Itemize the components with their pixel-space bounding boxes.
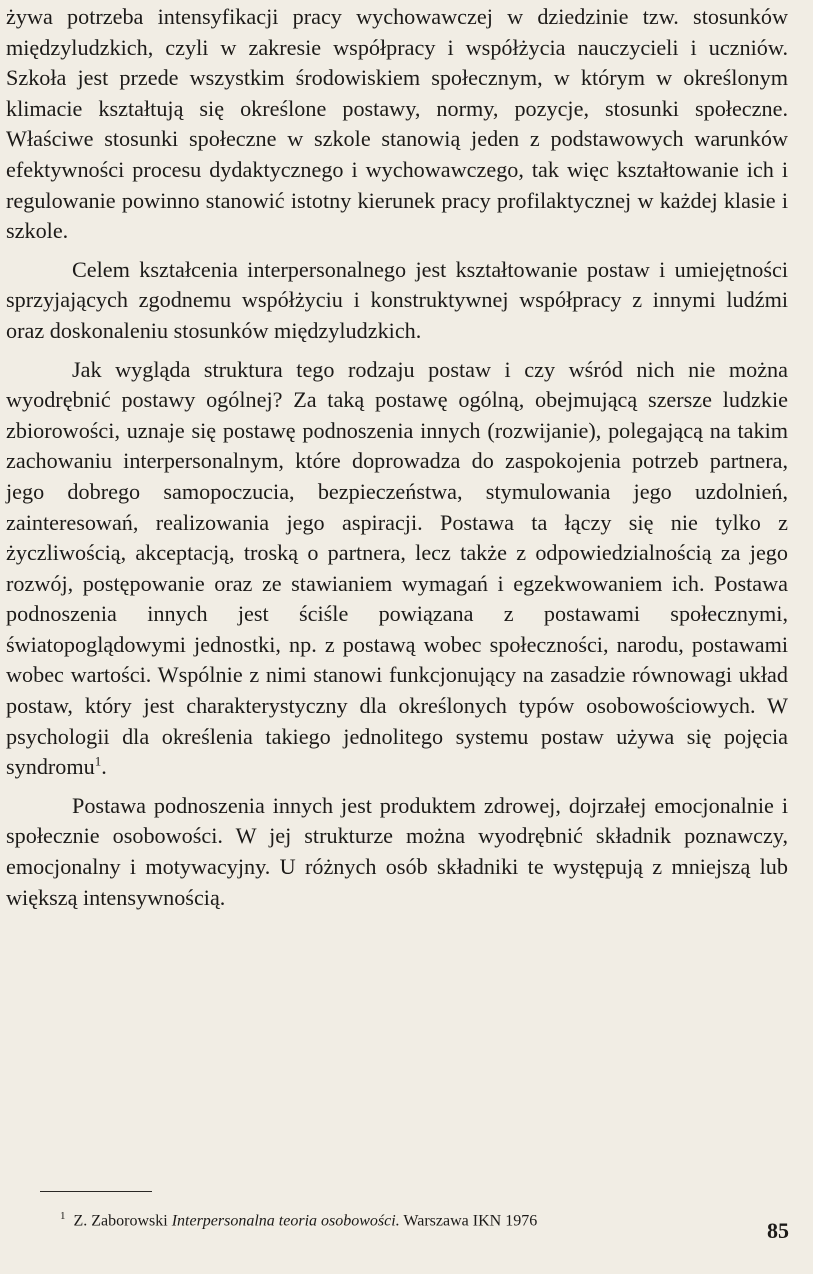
paragraph-3 [6,355,788,783]
paragraph-4: Postawa podnoszenia innych jest produktem zdrowej, dojrzałej emocjonalnie i społecznie osobowości. W jej strukturze można wyodrębnić składnik poznawczy, emocjonalny i motywacyjny. U różnych osób składniki te występują z mniejszą lub większą intensywnością. [6,792,788,910]
paragraph-1: żywa potrzeba intensyfikacji pracy wychowawczej w dziedzinie tzw. stosunków międzyludzkich, czyli w zakresie współpracy i współżycia nauczycieli i uczniów. Szkoła jest przede wszystkim środowiskiem społecznym, w którym w określonym klimacie kształtują się określone postawy, normy, pozycje, stosunki społeczne. Właściwe stosunki społeczne w szkole stanowią jeden z podstawowych warunków efektywności procesu dydaktycznego i wychowawczego, tak więc kształtowanie ich i regulowanie powinno stanowić istotny kierunek pracy profilaktycznej w każdej klasie i szkole. [6,4,788,244]
body-text [6,2,788,921]
footnote-publisher: Warszawa IKN 1976 [403,1212,538,1230]
footnote [60,1206,795,1231]
footnote-marker: 1 [60,1210,66,1222]
footnote-title: Interpersonalna teoria osobowości. [171,1212,400,1230]
footnote-author: Z. Zaborowski [73,1212,168,1230]
footnote-reference: 1 [94,753,102,769]
paragraph-3-text: Jak wygląda struktura tego rodzaju postaw i czy wśród nich nie można wyodrębnić postawy ogólnej? Za taką postawę ogólną, obejmującą szersze ludzkie zbiorowości, uznaje się postawę podnoszenia innych (rozwijanie), polegającą na takim zachowaniu interpersonalnym, które doprowadza do zaspokojenia potrzeb partnera, jego dobrego samopoczucia, bezpieczeństwa, stymulowania jego uzdolnień, zainteresowań, realizowania jego aspiracji. Postawa ta łączy się nie tylko z życzliwością, akceptacją, troską o partnera, lecz także z odpowiedzialnością za jego rozwój, postępowanie oraz ze stawianiem wymagań i egzekwowaniem ich. Postawa podnoszenia innych jest ściśle powiązana z postawami społecznymi, światopoglądowymi jednostki, np. z postawą wobec społeczności, narodu, postawami wobec wartości. Wspólnie z nimi stanowi funkcjonujący na zasadzie równowagi układ postaw, który jest charakterystyczny dla określonych typów osobowościowych. W psychologii dla określenia takiego jednolitego systemu postaw używa się pojęcia syndromu [6,356,788,780]
paragraph-2: Celem kształcenia interpersonalnego jest kształtowanie postaw i umiejętności sprzyjających zgodnemu współżyciu i konstruktywnej współpracy z innymi ludźmi oraz doskonaleniu stosunków międzyludzkich. [6,256,788,343]
page-number: 85 [767,1218,789,1243]
paragraph-3-end: . [101,754,107,780]
footnote-divider [40,1191,152,1192]
